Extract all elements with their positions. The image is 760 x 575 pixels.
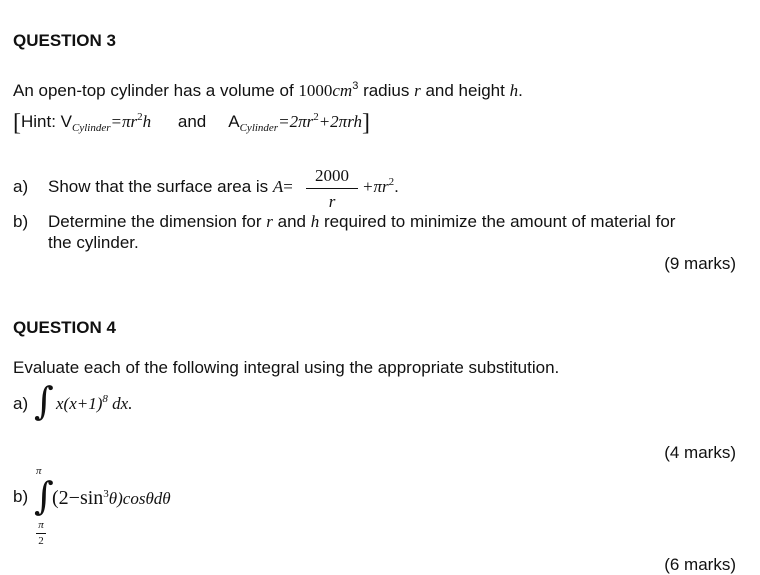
lower-limit-bar xyxy=(36,533,46,534)
q4-b-expr-2: θ)cosθdθ xyxy=(108,489,171,508)
part-a-dot: . xyxy=(394,177,399,196)
part-a-tail xyxy=(362,177,399,197)
q4-a-bracket: (x+1) xyxy=(63,394,103,413)
part-a-exponent: 2 xyxy=(388,176,395,188)
part-b-line-2: the cylinder. xyxy=(48,233,139,252)
question-3-intro xyxy=(13,81,523,101)
part-b-text-2: required to minimize the amount of material for xyxy=(319,212,676,231)
q4-part-a-label: a) xyxy=(13,394,29,413)
q4-a-x: x xyxy=(56,394,64,413)
fraction-denominator: r xyxy=(328,192,336,211)
lower-limit-denominator: 2 xyxy=(38,535,44,547)
hint-label: Hint: V xyxy=(21,112,73,131)
hint-equation-2: =2πr xyxy=(278,112,314,131)
part-a-label: a) xyxy=(13,177,29,196)
integral-sign-b: ∫ xyxy=(34,474,54,518)
part-b-line-1 xyxy=(48,212,675,232)
intro-end: . xyxy=(518,81,523,100)
part-a-equals: = xyxy=(283,177,293,196)
q4-b-exponent: 3 xyxy=(103,488,109,500)
hint-right-bracket: ] xyxy=(362,110,370,136)
part-a-A: A xyxy=(272,177,284,196)
lower-limit-numerator: π xyxy=(38,519,44,531)
hint-subscript-2: Cylinder xyxy=(239,122,279,134)
part-a-plus: +πr xyxy=(362,177,389,196)
q4-b-expr-1: (2−sin xyxy=(52,487,104,509)
volume-exponent: 3 xyxy=(352,80,359,92)
q4-a-exponent: 8 xyxy=(102,393,108,405)
part-b-and: and xyxy=(272,212,311,231)
integral-sign-a: ∫ xyxy=(34,379,54,423)
var-h: h xyxy=(509,81,519,100)
part-b-label: b) xyxy=(13,212,29,231)
fraction-numerator: 2000 xyxy=(315,166,349,185)
hint-exponent-2: 2 xyxy=(313,111,319,123)
part-b-r: r xyxy=(266,212,273,231)
question-3-marks: (9 marks) xyxy=(664,254,736,273)
hint-h: h xyxy=(142,112,152,131)
q4-part-b-expression xyxy=(52,487,171,510)
q4-part-a-marks: (4 marks) xyxy=(664,443,736,462)
volume-unit: cm xyxy=(332,81,353,100)
hint-A: A xyxy=(228,112,240,131)
part-b-h: h xyxy=(310,212,320,231)
q4-part-b-label: b) xyxy=(13,487,29,506)
question-4-heading: QUESTION 4 xyxy=(13,318,116,337)
q4-a-dot: . xyxy=(128,394,133,413)
hint-line xyxy=(13,110,370,137)
question-4-intro: Evaluate each of the following integral using the appropriate substitution. xyxy=(13,358,560,377)
intro-and: and height xyxy=(420,81,510,100)
fraction-bar xyxy=(306,188,358,189)
hint-exponent-1: 2 xyxy=(137,111,143,123)
volume-value: 1000 xyxy=(298,81,333,100)
var-r: r xyxy=(414,81,421,100)
hint-subscript-1: Cylinder xyxy=(72,122,111,134)
part-a-text xyxy=(48,177,293,197)
part-b-text-1: Determine the dimension for xyxy=(48,212,267,231)
hint-left-bracket: [ xyxy=(13,110,21,136)
hint-and: and xyxy=(177,112,207,131)
hint-equation-2b: +2πrh xyxy=(318,112,362,131)
part-a-prompt: Show that the surface area is xyxy=(48,177,273,196)
question-3-heading: QUESTION 3 xyxy=(13,31,116,50)
upper-limit: π xyxy=(36,465,42,477)
q4-part-b-marks: (6 marks) xyxy=(664,555,736,574)
q4-part-a-expression xyxy=(56,394,132,414)
q4-a-dx: dx xyxy=(112,394,129,413)
intro-mid: radius xyxy=(358,81,415,100)
hint-equation-1: =πr xyxy=(110,112,138,131)
intro-text: An open-top cylinder has a volume of xyxy=(13,81,299,100)
